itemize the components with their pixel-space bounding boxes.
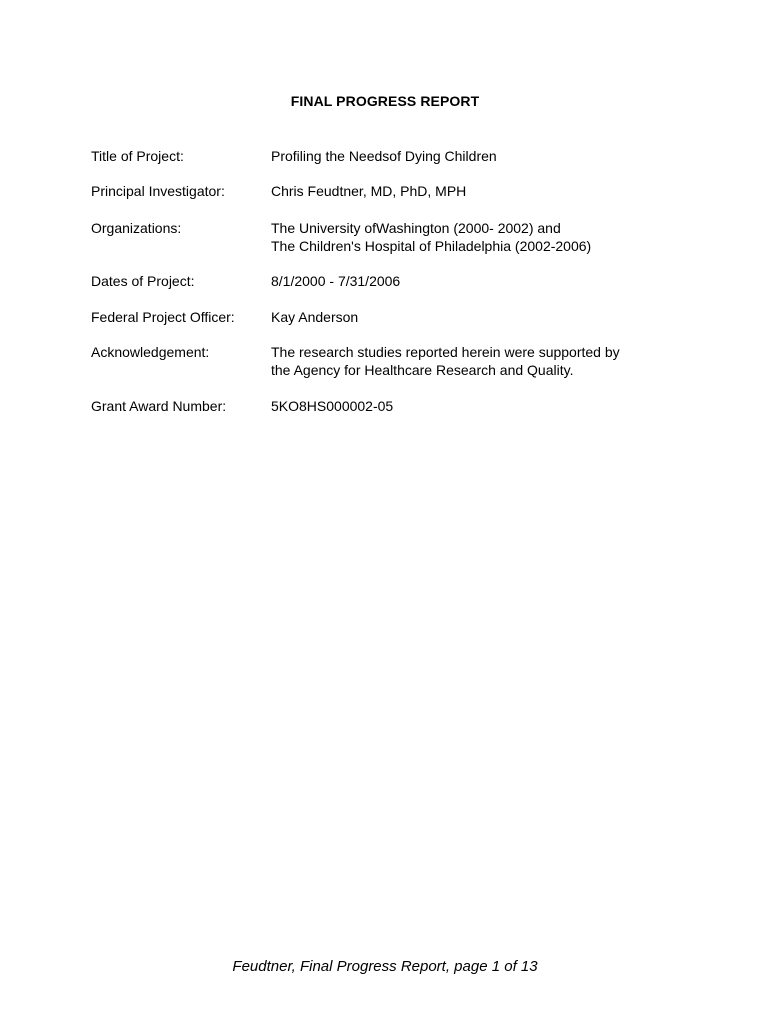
field-value-line: 5KO8HS000002-05 (271, 398, 394, 414)
field-value (271, 182, 691, 200)
field-label: Grant Award Number: (91, 398, 227, 414)
field-value (271, 219, 691, 255)
field-value-line: The Children's Hospital of Philadelphia (2002-2006) (271, 238, 592, 254)
field-label: Acknowledgement: (91, 344, 210, 360)
field-value-line: Chris Feudtner, MD, PhD, MPH (271, 183, 467, 199)
field-value-line: Profiling the Needsof Dying Children (271, 148, 497, 164)
field-value (271, 343, 691, 379)
field-value (271, 147, 691, 165)
field-value-line: 8/1/2000 - 7/31/2006 (271, 273, 401, 289)
field-value-line: The University ofWashington (2000- 2002) and (271, 220, 561, 236)
field-label: Principal Investigator: (91, 183, 225, 199)
field-value (271, 397, 691, 415)
field-value (271, 308, 691, 326)
field-value-line: the Agency for Healthcare Research and Quality. (271, 362, 574, 378)
report-title: FINAL PROGRESS REPORT (290, 93, 480, 109)
page-footer: Feudtner, Final Progress Report, page 1 of 13 (232, 958, 538, 975)
field-label: Organizations: (91, 220, 182, 236)
field-label: Dates of Project: (91, 273, 195, 289)
field-value-line: Kay Anderson (271, 309, 359, 325)
field-label: Title of Project: (91, 148, 184, 164)
field-value (271, 272, 691, 290)
field-label: Federal Project Officer: (91, 309, 235, 325)
field-value-line: The research studies reported herein were supported by (271, 344, 620, 360)
